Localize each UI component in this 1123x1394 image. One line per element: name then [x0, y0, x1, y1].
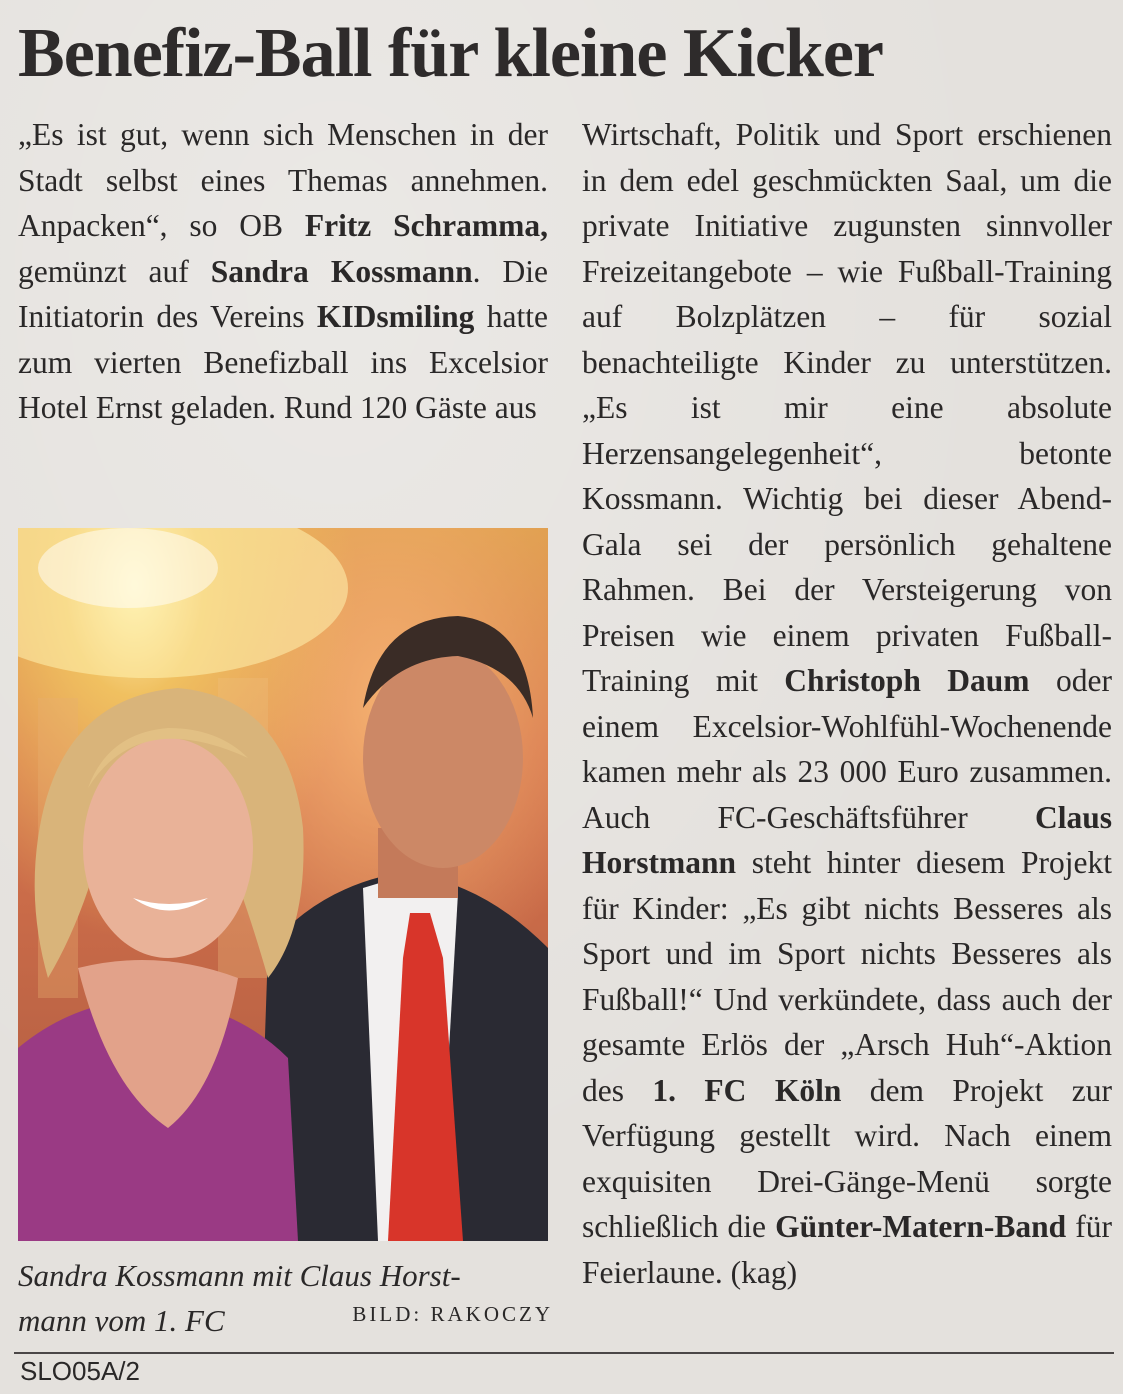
text-run: steht hinter diesem Projekt für Kinder: „Es gibt nichts Besseres als Sport und im Sport nichts Besseres als Fußball!“ Und verkündete, dass auch der gesamte Erlös der „Arsch Huh“-Aktion des	[582, 845, 1112, 1108]
bold-name-christoph-daum: Christoph Daum	[784, 663, 1030, 698]
bold-name-fritz-schramma: Fritz Schramma,	[304, 208, 548, 243]
bold-org-kidsmiling: KIDsmiling	[316, 299, 475, 334]
text-run: . Die Initiatorin des Vereins	[18, 253, 549, 334]
text-run: Wirtschaft, Politik und Sport erschienen in dem edel geschmückten Saal, um die private Initiative zugunsten sinnvoller Freizeitangebote – wie Fußball-Training auf Bolzplätzen – für sozial benachteiligte Kinder zu unterstützen. „Es ist mir eine absolute Herzensangelegenheit“, betonte Kossmann. Wichtig bei dieser Abend-Gala sei der persönlich gehaltene Rahmen. Bei der Versteigerung von Preisen wie einem privaten Fußball-Training mit	[582, 117, 1112, 698]
text-run: hatte zum vierten Benefizball ins Excelsior Hotel Ernst geladen. Rund 120 Gäste aus	[18, 299, 549, 425]
headline: Benefiz-Ball für kleine Kicker	[18, 15, 883, 92]
article-paragraph	[582, 112, 1112, 1295]
caption-line-1: Sandra Kossmann mit Claus Horst-	[18, 1258, 461, 1293]
bold-name-claus-horstmann: Claus Horstmann	[582, 799, 1112, 880]
event-photo	[18, 528, 548, 1241]
text-run: für Feierlaune. (kag)	[582, 1209, 1112, 1290]
bold-name-sandra-kossmann: Sandra Kossmann	[210, 253, 473, 289]
photo-caption	[18, 1253, 553, 1343]
article-column-right	[582, 112, 1112, 1295]
article-paragraph	[18, 112, 548, 431]
text-run: dem Projekt zur Verfügung gestellt wird. Nach einem exquisiten Drei-Gänge-Menü sorgte schließlich die	[582, 1072, 1113, 1244]
text-run: oder einem Excelsior-Wohlfühl-Wochenende kamen mehr als 23 000 Euro zusammen. Auch FC-Geschäftsführer	[582, 663, 1112, 835]
photo-credit: BILD: RAKOCZY	[352, 1302, 553, 1326]
caption-line-2: mann vom 1. FC	[18, 1303, 225, 1338]
text-run: gemünzt auf	[18, 253, 211, 289]
text-run: „Es ist gut, wenn sich Menschen in der Stadt selbst eines Themas annehmen. Anpacken“, so OB	[18, 117, 548, 243]
bold-band-name: Günter-Matern-Band	[775, 1209, 1067, 1244]
article-column-left	[18, 112, 548, 431]
photo-illustration	[18, 528, 548, 1241]
bold-club-1-fc-koeln: 1. FC Köln	[652, 1072, 842, 1108]
footer-rule	[14, 1352, 1114, 1354]
page-code: SLO05A/2	[20, 1356, 140, 1386]
